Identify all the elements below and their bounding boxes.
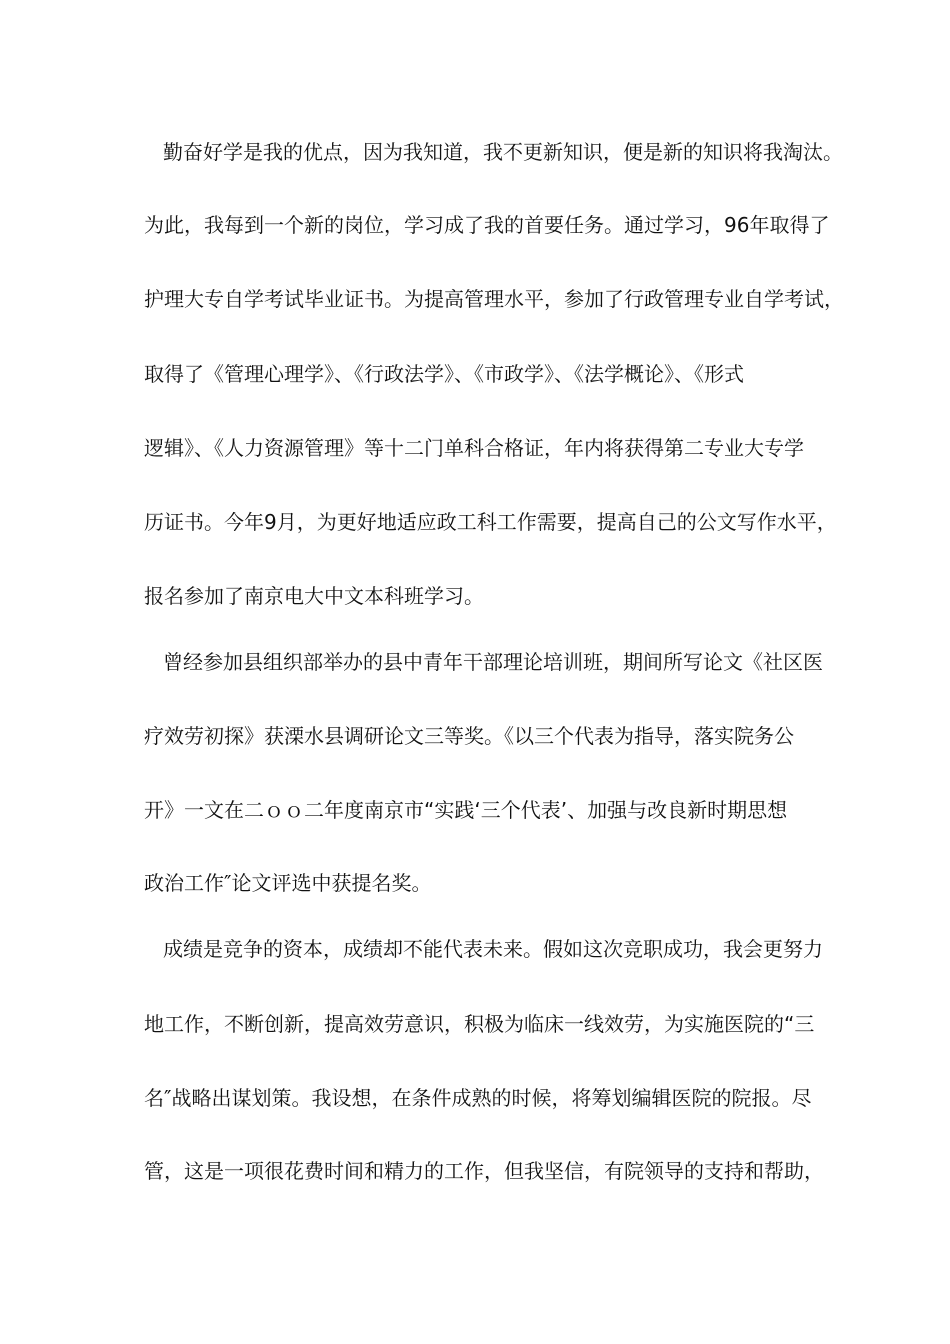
paragraph-3-line-3: 名″战略出谋划策。我设想，在条件成熟的时候，将筹划编辑医院的院报。尽: [144, 1086, 812, 1110]
paragraph-1-line-7: 报名参加了南京电大中文本科班学习。: [144, 584, 484, 608]
paragraph-1-line-6: 历证书。今年9月，为更好地适应政工科工作需要，提高自己的公文写作水平，: [144, 510, 837, 534]
paragraph-2-line-3: 开》一文在二ｏｏ二年度南京市“实践‘三个代表’、加强与改良新时期思想: [144, 798, 788, 822]
paragraph-3-line-4: 管，这是一项很花费时间和精力的工作，但我坚信，有院领导的支持和帮助，: [144, 1159, 824, 1183]
paragraph-1-line-3: 护理大专自学考试毕业证书。为提高管理水平，参加了行政管理专业自学考试，: [144, 287, 844, 311]
paragraph-1-line-4: 取得了《管理心理学》、《行政法学》、《市政学》、《法学概论》、《形式: [144, 362, 744, 386]
paragraph-1-line-1: 勤奋好学是我的优点，因为我知道，我不更新知识，便是新的知识将我淘汰。: [163, 140, 843, 164]
paragraph-2-line-1: 曾经参加县组织部举办的县中青年干部理论培训班，期间所写论文《社区医: [163, 650, 823, 674]
paragraph-3-line-1: 成绩是竞争的资本，成绩却不能代表未来。假如这次竞职成功，我会更努力: [163, 937, 823, 961]
paragraph-2-line-4: 政治工作″论文评选中获提名奖。: [144, 871, 432, 895]
paragraph-1-line-2: 为此，我每到一个新的岗位，学习成了我的首要任务。通过学习，96年取得了: [144, 213, 830, 237]
paragraph-3-line-2: 地工作，不断创新，提高效劳意识，积极为临床一线效劳，为实施医院的“三: [144, 1012, 815, 1036]
paragraph-2-line-2: 疗效劳初探》获溧水县调研论文三等奖。《以三个代表为指导，落实院务公: [144, 724, 794, 748]
paragraph-1-line-5: 逻辑》、《人力资源管理》等十二门单科合格证，年内将获得第二专业大专学: [144, 436, 804, 460]
